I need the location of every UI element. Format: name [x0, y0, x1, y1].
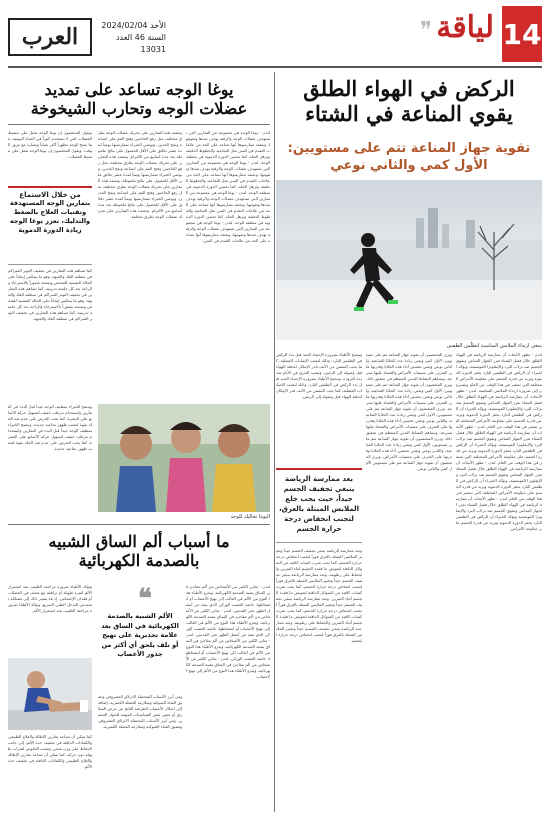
newspaper-logo: العرب: [8, 18, 92, 56]
article2-sidebar-title: من خلال الاستماع: [19, 191, 81, 199]
article1-body-col1: لندن - تظهر الأبحاث أن ممارسة الرياضة في الهواء الطلق خلال فصل الشتاء تعزز الجهاز المناعي وتقوي الجسم ضد نزلات البرد والإنفلونزا الموسمية، ويؤكد الخبراء أن الركض في الطقس البارد يحفز الدورة الدموية ويزيد من قدرة الجسم على مقاومة الأمراض المختلفة التي تنتشر في هذا الوقت من العام ويشيرون إلى ضرورة ارتداء الملابس المناسبة. لندن - تظهر الأبحاث أن ممارسة الرياضة في الهواء الطلق خلال فصل الشتاء تعزز الجهاز المناعي وتقوي الجسم ضد نزلات البرد والإنفلونزا الموسمية، ويؤكد الخبراء أن الركض في الطقس البارد يحفز الدورة الدموية ويزيد من قدرة الجسم على مقاومة الأمراض المختلفة التي تنتشر في هذا الوقت من العام. لندن - تظهر الأبحاث أن ممارسة الرياضة في الهواء الطلق خلال فصل الشتاء تعزز الجهاز المناعي وتقوي الجسم ضد نزلات البرد والإنفلونزا الموسمية، ويؤكد الخبراء أن الركض في الطقس البارد يحفز الدورة الدموية ويزيد من قدرة الجسم على مقاومة الأمراض المختلفة التي تنتشر في هذا الوقت من العام. لندن - تظهر الأبحاث أن ممارسة الرياضة في الهواء الطلق خلال فصل الشتاء تعزز الجهاز المناعي وتقوي الجسم ضد نزلات البرد والإنفلونزا الموسمية، ويؤكد الخبراء أن الركض في الطقس البارد يحفز الدورة الدموية ويزيد من قدرة الجسم على مقاومة الأمراض المختلفة التي تنتشر في هذا الوقت من العام. لندن - تظهر الأبحاث أن ممارسة الرياضة في الهواء الطلق خلال فصل الشتاء تعزز الجهاز المناعي وتقوي الجسم ضد نزلات البرد والإنفلونزا الموسمية ويؤكد الخبراء أن الركض في الطقس البارد يحفز الدورة الدموية ويزيد من قدرة الجسم على مقاومة الأمراض.: [456, 352, 542, 531]
article2-body-col3b: كما تساهم هذه التمارين في تخفيف التوتر المتراكم في منطقة الفك والجبهة، وهو ما ينعكس إيجاباً على الحالة النفسية للشخص ويمنحه شعوراً بالاسترخاء والراحة بعد كل جلسة تدريبية. كما تساهم هذه التمارين في تخفيف التوتر المتراكم في منطقة الفك والجبهة، وهو ما ينعكس إيجاباً على الحالة النفسية للشخص ويمنحه شعوراً بالاسترخاء والراحة بعد كل جلسة تدريبية. كما تساهم هذه التمارين في تخفيف التوتر المتراكم في منطقة الفك والجبهة.: [8, 268, 92, 321]
article3-title-line1: ما أسباب ألم الساق الشبيه: [48, 532, 230, 551]
article3-body-col3b: كما يمكن أن تساعد تمارين الإطالة والعلاج الطبيعي والكمادات الدافئة في تخفيف حدة الألم، إلى جانب الحفاظ على وزن صحي وتجنب الجلوس لفترات طويلة دون حركة. كما يمكن أن تساعد تمارين الإطالة والعلاج الطبيعي والكمادات الدافئة في تخفيف حدة الألم.: [8, 734, 92, 769]
article1-body-col3b: وبعد ممارسة الرياضة ينبغي تجفيف الجسم جيداً وتغيير الملابس المبتلة بالعرق فوراً لتجنب انخفاض درجة حرارة الجسم، كما يجب شرب كميات كافية من السوائل الدافئة لتعويض ما فقده الجسم أثناء التمرين والحفاظ على رطوبته. وبعد ممارسة الرياضة ينبغي تجفيف الجسم جيداً وتغيير الملابس المبتلة بالعرق فوراً لتجنب انخفاض درجة حرارة الجسم، كما يجب شرب كميات كافية من السوائل الدافئة لتعويض ما فقده الجسم أثناء التمرين. وبعد ممارسة الرياضة ينبغي تجفيف الجسم جيداً وتغيير الملابس المبتلة بالعرق فوراً لتجنب انخفاض درجة حرارة الجسم، كما يجب شرب كميات كافية من السوائل الدافئة لتعويض ما فقده الجسم أثناء التمرين والحفاظ على رطوبته. وبعد ممارسة الرياضة ينبغي تجفيف الجسم جيداً وتغيير الملابس المبتلة بالعرق فوراً لتجنب انخفاض درجة حرارة الجسم.: [276, 548, 362, 643]
article2-body-col3: ويقول المختصون إن يوغا الوجه تعمل على تنشيط العضلات التي لا تستخدم كثيراً في الحياة اليومية، مما يمنح الوجه مظهراً أكثر شباباً ونضارة مع مرور الوقت. ويقول المختصون إن يوغا الوجه تعمل على تنشيط العضلات.: [8, 130, 92, 159]
article2-photo-caption: اليوغا تحاليك للوجه: [230, 514, 270, 520]
leg-pain-photo-art: [8, 658, 92, 730]
date-block: [96, 20, 166, 56]
article2-title-rule: [8, 124, 270, 125]
article2-title-line2: عضلات الوجه وتحارب الشيخوخة: [30, 99, 248, 119]
runner-photo: [276, 180, 542, 340]
article1-title-line2: يقوي المناعة في الشتاء: [305, 101, 513, 127]
article3-body-col1: لندن - يعاني الكثير من الأشخاص من ألم مفاجئ في الساق يشبه الصدمة الكهربائية، ويعزو الأطباء هذا النوع من الألم في الغالب إلى تهيج الأعصاب أو انضغاطها، خاصة العصب الوركي الذي يمتد من أسفل الظهر حتى القدمين. لندن - يعاني الكثير من الأشخاص من ألم مفاجئ في الساق يشبه الصدمة الكهربائية، ويعزو الأطباء هذا النوع من الألم في الغالب إلى تهيج الأعصاب أو انضغاطها، خاصة العصب الوركي الذي يمتد من أسفل الظهر حتى القدمين. لندن - يعاني الكثير من الأشخاص من ألم مفاجئ في الساق يشبه الصدمة الكهربائية، ويعزو الأطباء هذا النوع من الألم في الغالب إلى تهيج الأعصاب أو انضغاطها، خاصة العصب الوركي. لندن - يعاني الكثير من الأشخاص من ألم مفاجئ في الساق يشبه الصدمة الكهربائية، ويعزو الأطباء هذا النوع من الألم إلى تهيج الأعصاب.: [186, 584, 270, 679]
runner-photo-art: [276, 180, 542, 340]
article1-subtitle-line1: تقوية جهاز المناعة تتم على مستويين:: [287, 141, 531, 156]
article1-photo-caption: ينبغي ارتداء الملابس المناسبة لتطلّس الطقس: [446, 343, 542, 349]
article2-title-line1: يوغا الوجه تساعد على تمديد: [44, 80, 234, 99]
article3-body-col2: ومن أبرز الأسباب المحتملة الانزلاق الغضروفي وتضيق القناة الشوكية ومتلازمة العضلة الكمثرية، إضافة إلى اعتلال الأعصاب الطرفية الناتج عن مرض السكري أو نقص بعض الفيتامينات المهمة للجهاز العصبي. ومن أبرز الأسباب المحتملة الانزلاق الغضروفي وتضيق القناة الشوكية ومتلازمة العضلة الكمثرية.: [98, 694, 182, 729]
section-title: لياقة: [436, 10, 494, 45]
header-rule: [8, 66, 542, 68]
article1-body-col2: ويرى المختصون أن تقوية جهاز المناعة تتم على مستويين، الأول كمي ويعني زيادة عدد الخلايا المناعية، والثاني نوعي ويعني تحسين أداء هذه الخلايا وقدرتها على التعرف على مسببات الأمراض والقضاء عليها بسرعة، ويساهم النشاط البدني المنتظم في تحقيق ذلك. ويرى المختصون أن تقوية جهاز المناعة تتم على مستويين، الأول كمي ويعني زيادة عدد الخلايا المناعية، والثاني نوعي ويعني تحسين أداء هذه الخلايا وقدرتها على التعرف على مسببات الأمراض والقضاء عليها بسرعة. ويرى المختصون أن تقوية جهاز المناعة تتم على مستويين، الأول كمي ويعني زيادة عدد الخلايا المناعية، والثاني نوعي ويعني تحسين أداء هذه الخلايا وقدرتها على التعرف على مسببات الأمراض والقضاء عليها بسرعة، ويساهم النشاط البدني المنتظم في تحقيق ذلك. ويرى المختصون أن تقوية جهاز المناعة تتم على مستويين، الأول كمي ويعني زيادة عدد الخلايا المناعية، والثاني نوعي ويعني تحسين أداء هذه الخلايا وقدرتها على التعرف على مسببات الأمراض. ويرى المختصون أن تقوية جهاز المناعة تتم على مستويين الأول كمي والثاني نوعي.: [366, 352, 452, 471]
article1-pullquote: بعد ممارسة الرياضة ينبغي تجفيف الجسم جيداً، حيث يجب خلع الملابس المبتلة بالعرق، لتجنب انخفاض درجة حرارة الجسم: [278, 475, 360, 533]
article3-title: [8, 532, 270, 570]
page-column-divider: [274, 72, 275, 812]
article2-sidebar-box: [8, 186, 92, 265]
article1-title-line1: الركض في الهواء الطلق: [303, 76, 515, 101]
article1-body-col3: وينصح الأطباء بضرورة الإحماء الجيد قبل بدء الركض في الطقس البارد، وذلك لتجنب الإصابات العضلية، كما يجب التنفس من الأنف قدر الإمكان لتدفئة الهواء قبل وصوله إلى الرئتين، وتجنب الجري في الأيام شديدة البرودة. وينصح الأطباء بضرورة الإحماء الجيد قبل بدء الركض في الطقس البارد، وذلك لتجنب الإصابات العضلية، كما يجب التنفس من الأنف قدر الإمكان لتدفئة الهواء قبل وصوله إلى الرئتين.: [276, 352, 362, 399]
article2-bottom-rule: [8, 524, 270, 525]
article3-body-col3: ويؤكد الأطباء ضرورة مراجعة الطبيب عند استمرار الألم لفترة طويلة أو ترافقه مع ضعف في العضلات أو فقدان الإحساس، إذ قد يشير ذلك إلى مشكلة تستدعي التدخل الطبي السريع. ويؤكد الأطباء ضرورة مراجعة الطبيب عند استمرار الألم.: [8, 584, 92, 613]
article1-pullquote-box: [276, 468, 362, 543]
issue-number: السنة 46 العدد 13031: [115, 33, 166, 54]
face-yoga-photo: [98, 404, 270, 512]
face-yoga-photo-art: [98, 404, 270, 512]
article1-subtitle: [276, 140, 542, 174]
quote-marks-icon: ❞: [420, 18, 432, 43]
article3-pullquote: الألم الشبيه بالصدمة الكهربائية في الساق بعد علامة تحذيرية على تهيج أو تلف يلحق أي أكثر من جذور الأعصاب: [101, 612, 179, 658]
article3-pullquote-box: [98, 612, 182, 688]
article1-title: [276, 76, 542, 126]
article2-body-col1: لندن - يوغا الوجه هي مجموعة من التمارين التي تستهدف عضلات الوجه والرقبة بهدف شدها وتقويتها، ويعتقد ممارسوها أنها تساعد على الحد من علامات التقدم في السن مثل التجاعيد والخطوط الدقيقة وترهل الجلد، كما تحسن الدورة الدموية في منطقة الوجه. لندن - يوغا الوجه هي مجموعة من التمارين التي تستهدف عضلات الوجه والرقبة بهدف شدها وتقويتها، ويعتقد ممارسوها أنها تساعد على الحد من علامات التقدم في السن مثل التجاعيد والخطوط الدقيقة وترهل الجلد، كما تحسن الدورة الدموية في منطقة الوجه. لندن - يوغا الوجه هي مجموعة من التمارين التي تستهدف عضلات الوجه والرقبة بهدف شدها وتقويتها، ويعتقد ممارسوها أنها تساعد على الحد من علامات التقدم في السن مثل التجاعيد والخطوط الدقيقة وترهل الجلد، كما تحسن الدورة الدموية في منطقة الوجه. لندن - يوغا الوجه هي مجموعة من التمارين التي تستهدف عضلات الوجه والرقبة بهدف شدها وتقويتها، ويعتقد ممارسوها أنها تساعد على الحد من علامات التقدم في السن.: [186, 130, 270, 243]
article2-body-col2: وتعتمد هذه التمارين على تحريك عضلات الوجه بطرق مختلفة، مثل رفع الحاجبين وفتح الفم على اتساعه ونفخ الخدين، ويوصي الخبراء بممارستها يومياً لمدة عشر دقائق على الأقل للحصول على نتائج ملحوظة بعد عدة أسابيع من الالتزام. وتعتمد هذه التمارين على تحريك عضلات الوجه بطرق مختلفة، مثل رفع الحاجبين وفتح الفم على اتساعه ونفخ الخدين، ويوصي الخبراء بممارستها يومياً لمدة عشر دقائق على الأقل للحصول على نتائج ملحوظة. وتعتمد هذه التمارين على تحريك عضلات الوجه بطرق مختلفة، مثل رفع الحاجبين وفتح الفم على اتساعه ونفخ الخدين، ويوصي الخبراء بممارستها يومياً لمدة عشر دقائق على الأقل للحصول على نتائج ملحوظة بعد عدة أسابيع من الالتزام. وتعتمد هذه التمارين على تحريك عضلات الوجه بطرق مختلفة.: [98, 130, 182, 219]
article3-title-line2: بالصدمة الكهربائية: [78, 551, 200, 571]
issue-date: الأحد 2024/02/04: [101, 21, 166, 30]
article2-body-col3c: وينصح الخبراء بتنظيف الوجه جيداً قبل البدء في التمارين واستخدام مرطب خفيف لتسهيل حركة الأصابع على البشرة، كما يجب الحرص على عدم شد الجلد بقوة لتجنب ظهور تجاعيد جديدة. وينصح الخبراء بتنظيف الوجه جيداً قبل البدء في التمارين واستخدام مرطب خفيف لتسهيل حركة الأصابع على البشرة، كما يجب الحرص على عدم شد الجلد بقوة لتجنب ظهور تجاعيد جديدة.: [8, 404, 92, 451]
leg-pain-photo: [8, 658, 92, 730]
page-number: 14: [502, 6, 542, 62]
article2-sidebar-text: بتمارين الوجه المستهدفة وتقنيات العلاج بالضغط والتدليك، تعزز يوغا الوجه زيادة الدورة الدموية: [9, 199, 91, 234]
article1-subtitle-line2: الأول كمي والثاني نوعي: [330, 158, 488, 173]
article3-quote-icon: ❝: [138, 584, 152, 614]
article2-title: [8, 80, 270, 118]
